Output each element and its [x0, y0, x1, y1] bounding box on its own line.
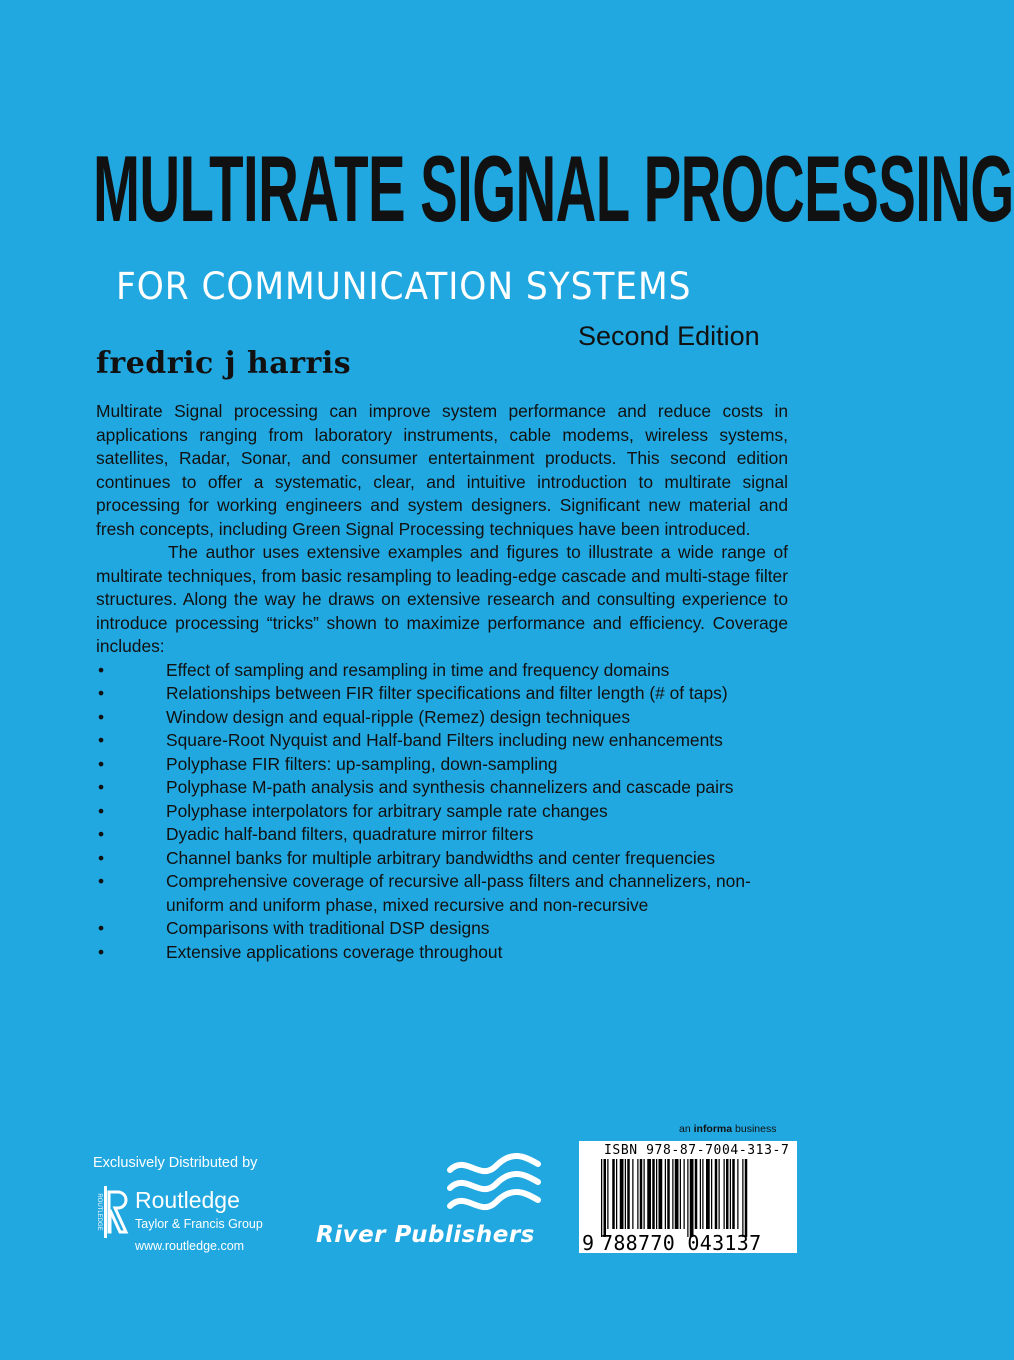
bullet-icon: • [98, 683, 105, 703]
barcode-bar [726, 1159, 729, 1229]
barcode-bar [640, 1159, 643, 1229]
barcode-bar [627, 1159, 630, 1229]
barcode-first-digit: 9 [582, 1231, 595, 1255]
cover-subtitle: FOR COMMUNICATION SYSTEMS [116, 265, 692, 308]
coverage-item: • Effect of sampling and resampling in time and frequency domains [96, 659, 788, 683]
barcode-bar [745, 1159, 748, 1237]
river-publishers-wave-icon [446, 1152, 542, 1218]
coverage-item: • Extensive applications coverage throughout [96, 941, 788, 965]
coverage-item: • Polyphase M-path analysis and synthesis channelizers and cascade pairs [96, 776, 788, 800]
coverage-item: • Window design and equal-ripple (Remez) design techniques [96, 706, 788, 730]
coverage-item: • Relationships between FIR filter specifications and filter length (# of taps) [96, 682, 788, 706]
barcode-bar [724, 1159, 725, 1229]
cover-title: MULTIRATE SIGNAL PROCESSING [93, 136, 1014, 241]
barcode-bar [625, 1159, 626, 1229]
barcode-bar [616, 1159, 617, 1229]
svg-text:ROUTLEDGE: ROUTLEDGE [96, 1193, 102, 1231]
barcode-bar [730, 1159, 731, 1229]
barcode-bar [702, 1159, 703, 1229]
barcode-bar [667, 1159, 670, 1229]
barcode-bar [742, 1159, 743, 1237]
bullet-icon: • [98, 706, 105, 727]
bullet-icon: • [98, 730, 105, 750]
bullet-icon: • [98, 871, 105, 891]
barcode-bar [695, 1159, 698, 1229]
back-cover-description [96, 400, 788, 964]
barcode-bar [620, 1159, 624, 1229]
barcode-bar [644, 1159, 645, 1229]
routledge-logo-icon [92, 1186, 128, 1238]
bullet-icon: • [98, 941, 105, 962]
barcode-bar [659, 1159, 663, 1229]
bullet-icon: • [98, 824, 105, 844]
routledge-url[interactable]: www.routledge.com [135, 1239, 245, 1253]
barcode-bar [690, 1159, 694, 1237]
bullet-icon: • [98, 659, 105, 680]
bullet-icon: • [98, 800, 105, 821]
barcode-bar [601, 1159, 602, 1237]
coverage-item: • Dyadic half-band filters, quadrature mirror filters [96, 823, 788, 847]
barcode-bar [700, 1159, 701, 1229]
barcode-bar [652, 1159, 655, 1229]
barcode-bar [607, 1159, 608, 1229]
coverage-item: • Channel banks for multiple arbitrary bandwidths and center frequencies [96, 847, 788, 871]
informa-tagline: an informa business [679, 1123, 777, 1135]
author-name: fredric j harris [96, 346, 352, 381]
bullet-icon: • [98, 918, 105, 938]
barcode-bar [656, 1159, 657, 1229]
routledge-name: Routledge [135, 1187, 240, 1213]
routledge-group: Taylor & Francis Group [135, 1217, 263, 1231]
barcode-bar [632, 1159, 633, 1229]
barcode-bar [687, 1159, 688, 1237]
isbn-barcode [579, 1141, 797, 1253]
barcode-bar [711, 1159, 712, 1229]
barcode-bar [604, 1159, 607, 1237]
barcode-bar [737, 1159, 738, 1229]
distribution-label: Exclusively Distributed by [93, 1155, 258, 1171]
bullet-icon: • [98, 777, 105, 797]
barcode-digits: 788770 043137 [601, 1231, 762, 1255]
barcode-bar [684, 1159, 685, 1229]
barcode-bar [680, 1159, 681, 1229]
barcode-bar [715, 1159, 718, 1229]
barcode-bar [612, 1159, 615, 1229]
bullet-icon: • [98, 847, 105, 868]
coverage-item: • Comprehensive coverage of recursive all-pass filters and channelizers, non-uniform and uniform phase, mixed recursive and non-recursive [98, 871, 751, 915]
barcode-bar [706, 1159, 710, 1229]
isbn-text: ISBN 978-87-7004-313-7 [604, 1143, 790, 1158]
description-paragraph-1: Multirate Signal processing can improve system performance and reduce costs in applications ranging from laboratory instruments, cable modems, wireless systems, satellites, Radar, Sonar, and consumer entertainment products. This second edition continues to offer a systematic, clear, and intuitive introduction to multirate signal processing for working engineers and system designers. Significant new material and fresh concepts, including Green Signal Processing techniques have been introduced. [96, 401, 788, 539]
barcode-bar [672, 1159, 673, 1229]
edition-label: Second Edition [578, 321, 760, 351]
barcode-bar [732, 1159, 735, 1229]
barcode-bar [637, 1159, 638, 1229]
coverage-list [96, 659, 788, 965]
barcode-bar [647, 1159, 651, 1229]
publisher-name: River Publishers [316, 1222, 535, 1248]
bullet-icon: • [98, 753, 105, 774]
barcode-bar [665, 1159, 666, 1229]
barcode-bar [675, 1159, 679, 1229]
coverage-item: • Comparisons with traditional DSP designs [96, 917, 788, 941]
barcode-bar [719, 1159, 720, 1229]
coverage-item: • Square-Root Nyquist and Half-band Filters including new enhancements [96, 729, 788, 753]
coverage-item: • Polyphase FIR filters: up-sampling, down-sampling [96, 753, 788, 777]
coverage-item: • Polyphase interpolators for arbitrary sample rate changes [96, 800, 788, 824]
description-paragraph-2: The author uses extensive examples and figures to illustrate a wide range of multirate techniques, from basic resampling to leading-edge cascade and multi-stage filter structures. Along the way he draws on extensive research and consulting experience to introduce processing “tricks” shown to maximize performance and efficiency. Coverage includes: [96, 542, 788, 656]
